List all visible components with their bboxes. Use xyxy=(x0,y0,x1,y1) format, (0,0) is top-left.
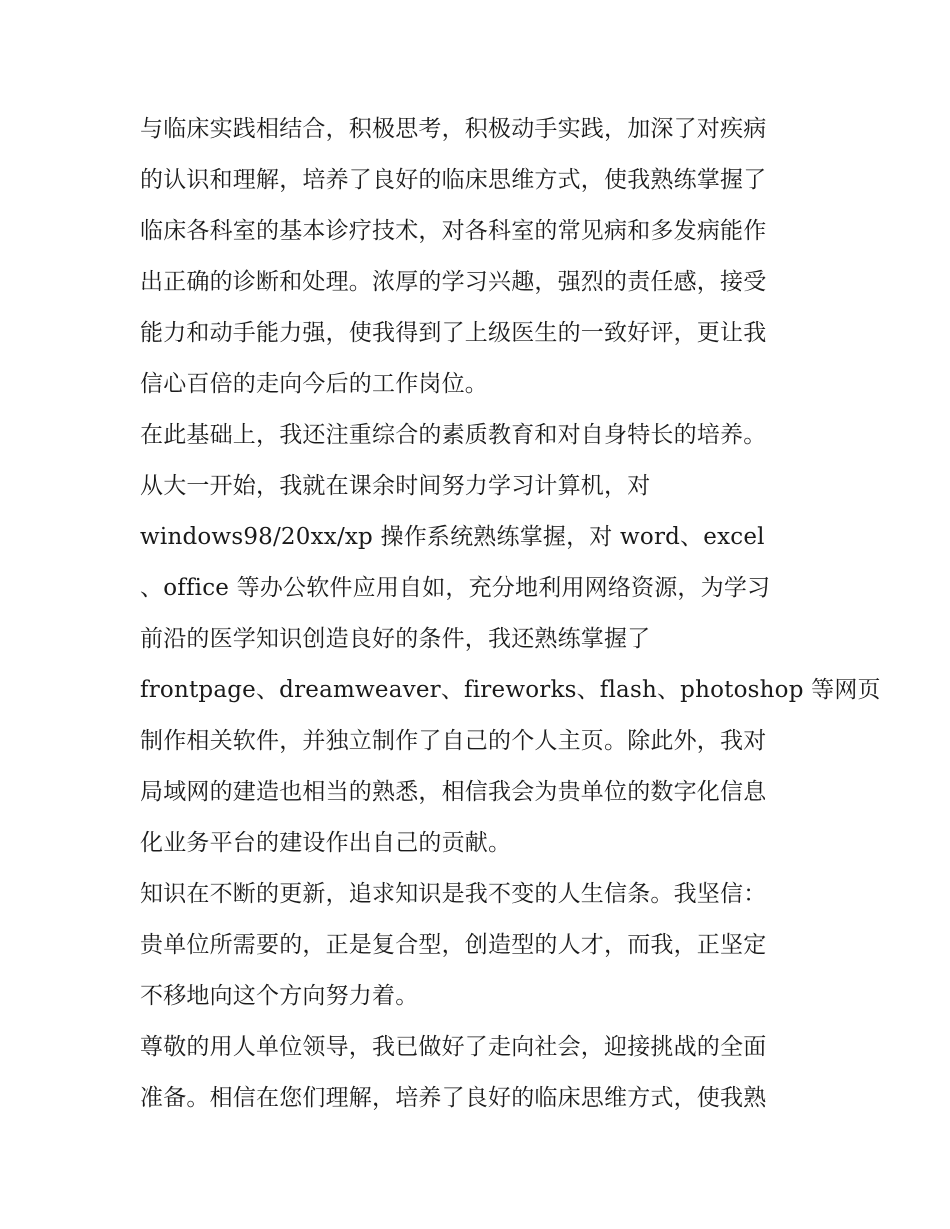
text-line: 出正确的诊断和处理。浓厚的学习兴趣，强烈的责任感，接受 xyxy=(140,269,767,295)
text-line: 贵单位所需要的，正是复合型，创造型的人才，而我，正坚定 xyxy=(140,932,767,958)
text-line: 、office 等办公软件应用自如，充分地利用网络资源，为学习 xyxy=(140,575,771,601)
text-line: 前沿的医学知识创造良好的条件，我还熟练掌握了 xyxy=(140,626,651,652)
text-line: 从大一开始，我就在课余时间努力学习计算机，对 xyxy=(140,473,651,499)
text-line: 知识在不断的更新，追求知识是我不变的人生信条。我坚信： xyxy=(140,881,767,907)
text-line: 临床各科室的基本诊疗技术，对各科室的常见病和多发病能作 xyxy=(140,218,767,244)
document-body xyxy=(140,104,881,1124)
text-line: 在此基础上，我还注重综合的素质教育和对自身特长的培养。 xyxy=(140,422,767,448)
text-line: 化业务平台的建设作出自己的贡献。 xyxy=(140,830,512,856)
text-line: frontpage、dreamweaver、fireworks、flash、photoshop 等网页 xyxy=(140,677,881,703)
text-line: 准备。相信在您们理解，培养了良好的临床思维方式，使我熟 xyxy=(140,1085,767,1111)
text-line: windows98/20xx/xp 操作系统熟练掌握，对 word、excel xyxy=(140,524,765,550)
text-line: 不移地向这个方向努力着。 xyxy=(140,983,419,1009)
text-line: 局域网的建造也相当的熟悉，相信我会为贵单位的数字化信息 xyxy=(140,779,767,805)
text-line: 尊敬的用人单位领导，我已做好了走向社会，迎接挑战的全面 xyxy=(140,1034,767,1060)
text-line: 的认识和理解，培养了良好的临床思维方式，使我熟练掌握了 xyxy=(140,167,767,193)
text-line: 与临床实践相结合，积极思考，积极动手实践，加深了对疾病 xyxy=(140,116,767,142)
text-line: 能力和动手能力强，使我得到了上级医生的一致好评，更让我 xyxy=(140,320,767,346)
text-line: 制作相关软件，并独立制作了自己的个人主页。除此外，我对 xyxy=(140,728,767,754)
text-line: 信心百倍的走向今后的工作岗位。 xyxy=(140,371,488,397)
